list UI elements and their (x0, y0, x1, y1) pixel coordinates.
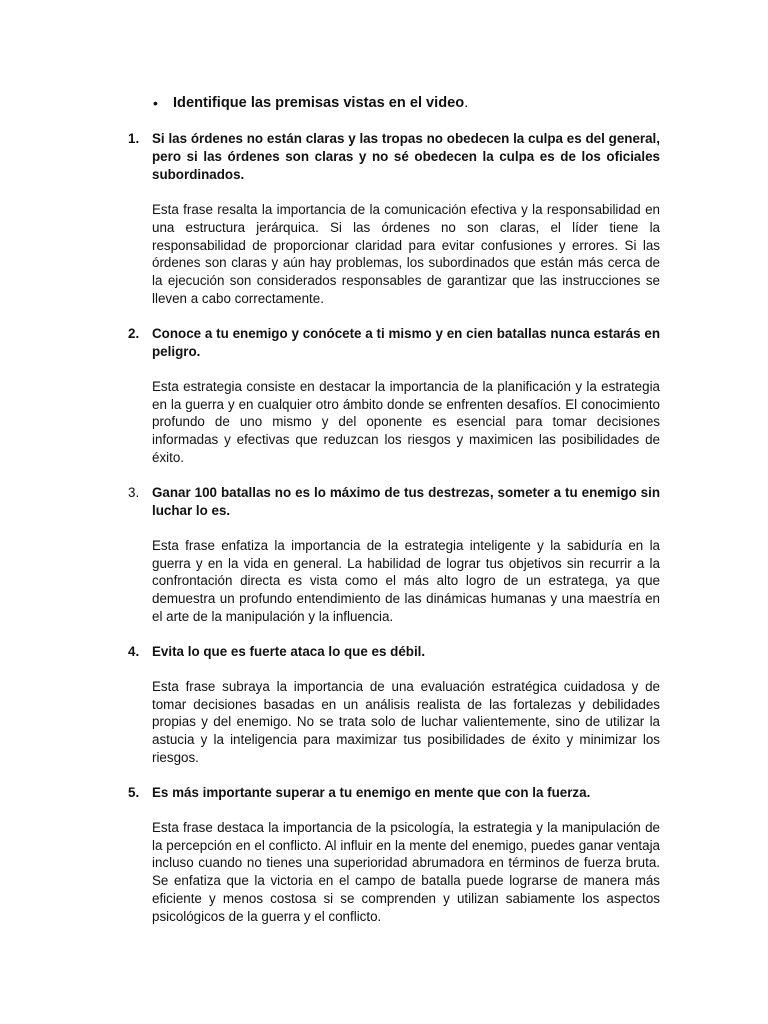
premise-item-2 (116, 325, 660, 467)
premise-question-text: Si las órdenes no están claras y las tropas no obedecen la culpa es del general, pero si las órdenes son claras y no sé obedecen la culpa es de los oficiales subordinados. (152, 131, 660, 182)
premise-question (116, 643, 660, 661)
premise-question (116, 130, 660, 184)
premise-question (116, 784, 660, 802)
premise-number: 5. (128, 784, 140, 800)
premise-item-4 (116, 643, 660, 767)
premise-question-text: Es más importante superar a tu enemigo en mente que con la fuerza. (152, 784, 591, 800)
premise-question (116, 484, 660, 520)
premise-item-3 (116, 484, 660, 626)
premise-question (116, 325, 660, 361)
premise-number: 4. (128, 643, 140, 659)
premise-question-text: Ganar 100 batallas no es lo máximo de tus destrezas, someter a tu enemigo sin luchar lo es. (152, 484, 660, 518)
premise-number: 2. (128, 325, 140, 341)
premise-question-text: Conoce a tu enemigo y conócete a ti mismo y en cien batallas nunca estarás en peligro. (152, 325, 660, 359)
premise-number: 3. (128, 484, 140, 500)
heading-text: Identifique las premisas vistas en el video (173, 95, 465, 111)
premise-explanation: Esta frase destaca la importancia de la psicología, la estrategia y la manipulación de la percepción en el conflicto. Al influir en la mente del enemigo, puedes ganar ventaja incluso cuando no tienes una superioridad abrumadora en términos de fuerza bruta. Se enfatiza que la victoria en el campo de batalla puede lograrse de manera más eficiente y menos costosa si se comprenden y utilizan sabiamente los aspectos psicológicos de la guerra y el conflicto. (152, 819, 660, 924)
section-heading (116, 94, 660, 112)
premise-item-5 (116, 784, 660, 926)
premise-explanation: Esta frase resalta la importancia de la comunicación efectiva y la responsabilidad en una estructura jerárquica. Si las órdenes no son claras, el líder tiene la responsabilidad de proporcionar claridad para evitar confusiones y errores. Si las órdenes son claras y aún hay problemas, los subordinados que están más cerca de la ejecución son considerados responsables de garantizar que las instrucciones se lleven a cabo correctamente. (152, 202, 660, 306)
premise-explanation: Esta estrategia consiste en destacar la importancia de la planificación y la estrategia en la guerra y en cualquier otro ámbito donde se enfrenten desafíos. El conocimiento profundo de uno mismo y del oponente es esencial para tomar decisiones informadas y efectivas que reduzcan los riesgos y maximicen las posibilidades de éxito. (152, 378, 660, 465)
premise-explanation: Esta frase enfatiza la importancia de la estrategia inteligente y la sabiduría en la guerra y en la vida en general. La habilidad de lograr tus objetivos sin recurrir a la confrontación directa es vista como el más alto logro de un estratega, ya que demuestra un profundo entendimiento de las dinámicas humanas y una maestría en el arte de la manipulación y la influencia. (152, 537, 660, 624)
bullet-icon: • (153, 95, 158, 111)
premise-question-text: Evita lo que es fuerte ataca lo que es débil. (152, 643, 426, 659)
heading-period: . (464, 95, 469, 111)
premise-explanation: Esta frase subraya la importancia de una evaluación estratégica cuidadosa y de tomar decisiones basadas en un análisis realista de las fortalezas y debilidades propias y del enemigo. No se trata solo de luchar valientemente, sino de utilizar la astucia y la inteligencia para maximizar tus posibilidades de éxito y minimizar los riesgos. (152, 678, 660, 765)
premise-number: 1. (128, 131, 140, 146)
premise-item-1 (116, 130, 660, 308)
